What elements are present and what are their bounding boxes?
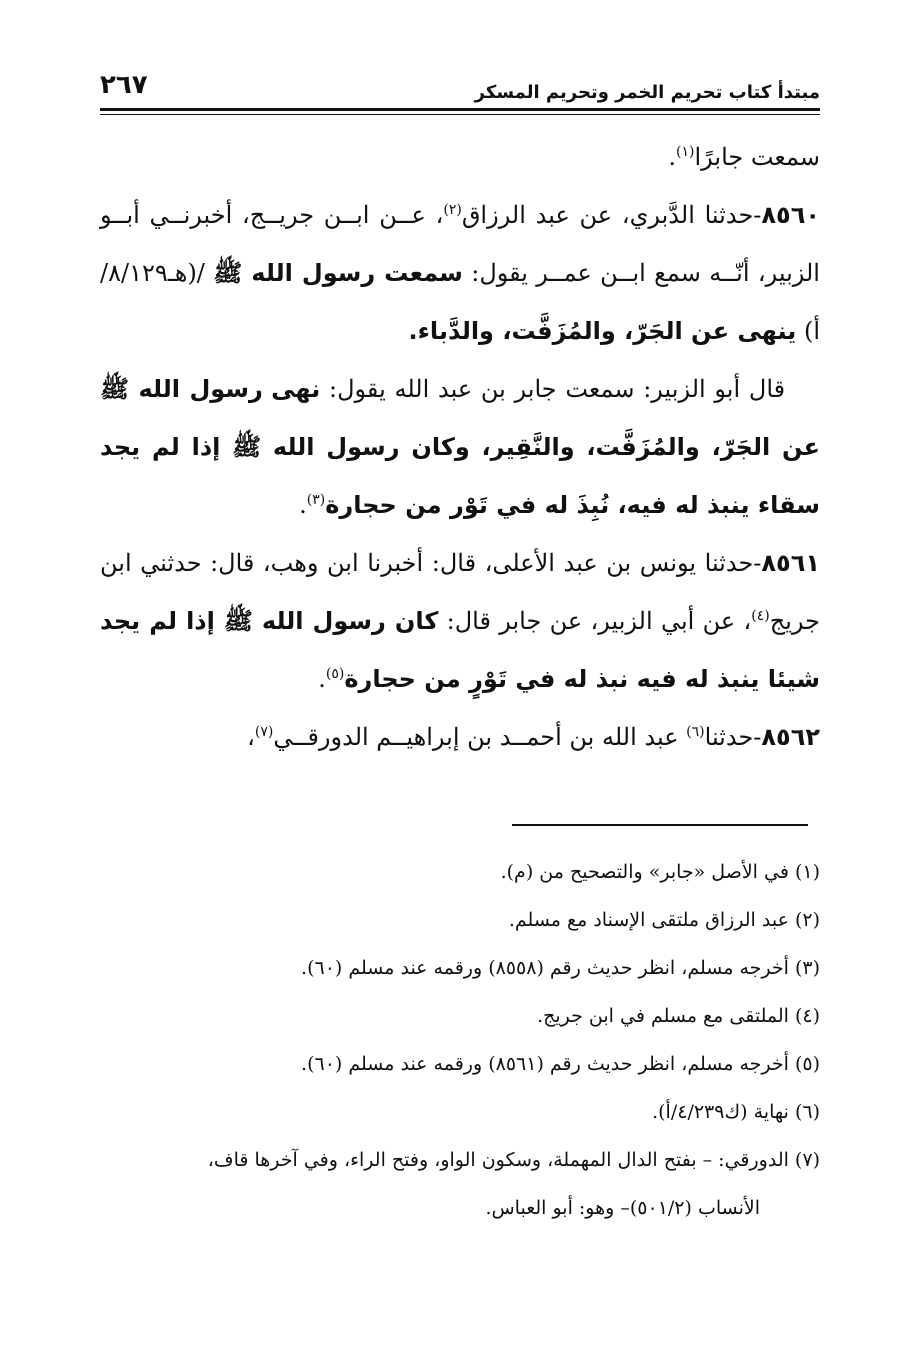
paragraph-continuation: سمعت جابرًا$^{(١)}$. <box>668 143 820 171</box>
footnote-ref: (٦) <box>686 724 705 740</box>
abu-zubair-paragraph: قال أبو الزبير: سمعت جابر بن عبد الله يقول: نهى رسول الله ﷺ عن الجَرّ، والمُزَفَّت، والنَّقِير، وكان رسول الله ﷺ إذا لم يجد سقاء ينبذ له فيه، نُبِذَ له في تَوْر من حجارة$^{(٣)}$. <box>100 375 820 519</box>
footnote-ref: (٢) <box>443 202 462 218</box>
hadith-8560: ٨٥٦٠-حدثنا الدَّبري، عن عبد الرزاق$^{(٢)}$، عــن ابــن جريــج، أخبرنــي أبــو الزبير، أنّــه سمع ابــن عمــر يقول: سمعت رسول الله ﷺ /(هـ٨/١٢٩/أ) ينهى عن الجَرّ، والمُزَفَّت، والدَّباء. <box>100 201 820 345</box>
footnote-5: (٥) أخرجه مسلم، انظر حديث رقم (٨٥٦١) ورقمه عند مسلم (٦٠). <box>301 1053 820 1075</box>
page-header <box>100 70 820 106</box>
header-rule-thin <box>100 114 820 115</box>
footnote-ref: (٤) <box>751 608 770 624</box>
page-number: ٢٦٧ <box>100 70 148 100</box>
footnote-ref: (٥) <box>325 666 345 682</box>
hadith-matn: ينهى عن الجَرّ، والمُزَفَّت، والدَّباء. <box>408 317 797 345</box>
footnote-7-continuation: الأنساب (٥٠١/٢)– وهو: أبو العباس. <box>485 1197 760 1219</box>
hadith-matn: نهى رسول الله ﷺ عن الجَرّ، والمُزَفَّت، والنَّقِير، وكان رسول الله ﷺ إذا لم يجد سقاء ينبذ له فيه، نُبِذَ له في تَوْر من حجارة <box>100 375 820 519</box>
footnote-1: (١) في الأصل «جابر» والتصحيح من (م). <box>500 861 820 883</box>
hadith-matn: سمعت رسول الله ﷺ <box>213 259 463 287</box>
hadith-8562: ٨٥٦٢-حدثنا$^{(٦)}$ عبد الله بن أحمــد بن إبراهيــم الدورقــي$^{(٧)}$، <box>247 723 820 751</box>
hadith-number: ٨٥٦٢ <box>761 723 820 751</box>
footnote-ref: (١) <box>676 144 695 160</box>
footnote-7: (٧) الدورقي: – بفتح الدال المهملة، وسكون الواو، وفتح الراء، وفي آخرها قاف، <box>207 1149 820 1171</box>
running-title: مبتدأ كتاب تحريم الخمر وتحريم المسكر <box>474 82 820 103</box>
footnote-6: (٦) نهاية (ك٤/٢٣٩/أ). <box>652 1101 820 1123</box>
hadith-number: ٨٥٦١ <box>761 549 820 577</box>
main-text <box>100 128 820 766</box>
hadith-8561: ٨٥٦١-حدثنا يونس بن عبد الأعلى، قال: أخبرنا ابن وهب، قال: حدثني ابن جريج$^{(٤)}$، عن أبي الزبير، عن جابر قال: كان رسول الله ﷺ إذا لم يجد شيئا ينبذ له فيه نبذ له في تَوْرٍ من حجارة$^{(٥)}$. <box>100 549 820 693</box>
footnote-3: (٣) أخرجه مسلم، انظر حديث رقم (٨٥٥٨) ورقمه عند مسلم (٦٠). <box>301 957 820 979</box>
footnote-2: (٢) عبد الرزاق ملتقى الإسناد مع مسلم. <box>508 909 820 931</box>
header-rule-thick <box>100 108 820 111</box>
footnote-ref: (٧) <box>254 724 274 740</box>
footnote-separator <box>512 824 808 826</box>
hadith-matn: كان رسول الله ﷺ إذا لم يجد شيئا ينبذ له فيه نبذ له في تَوْرٍ من حجارة <box>100 607 820 693</box>
footnote-ref: (٣) <box>306 492 326 508</box>
hadith-number: ٨٥٦٠ <box>761 201 820 229</box>
footnote-4: (٤) الملتقى مع مسلم في ابن جريج. <box>537 1005 820 1027</box>
footnotes <box>100 848 820 1232</box>
